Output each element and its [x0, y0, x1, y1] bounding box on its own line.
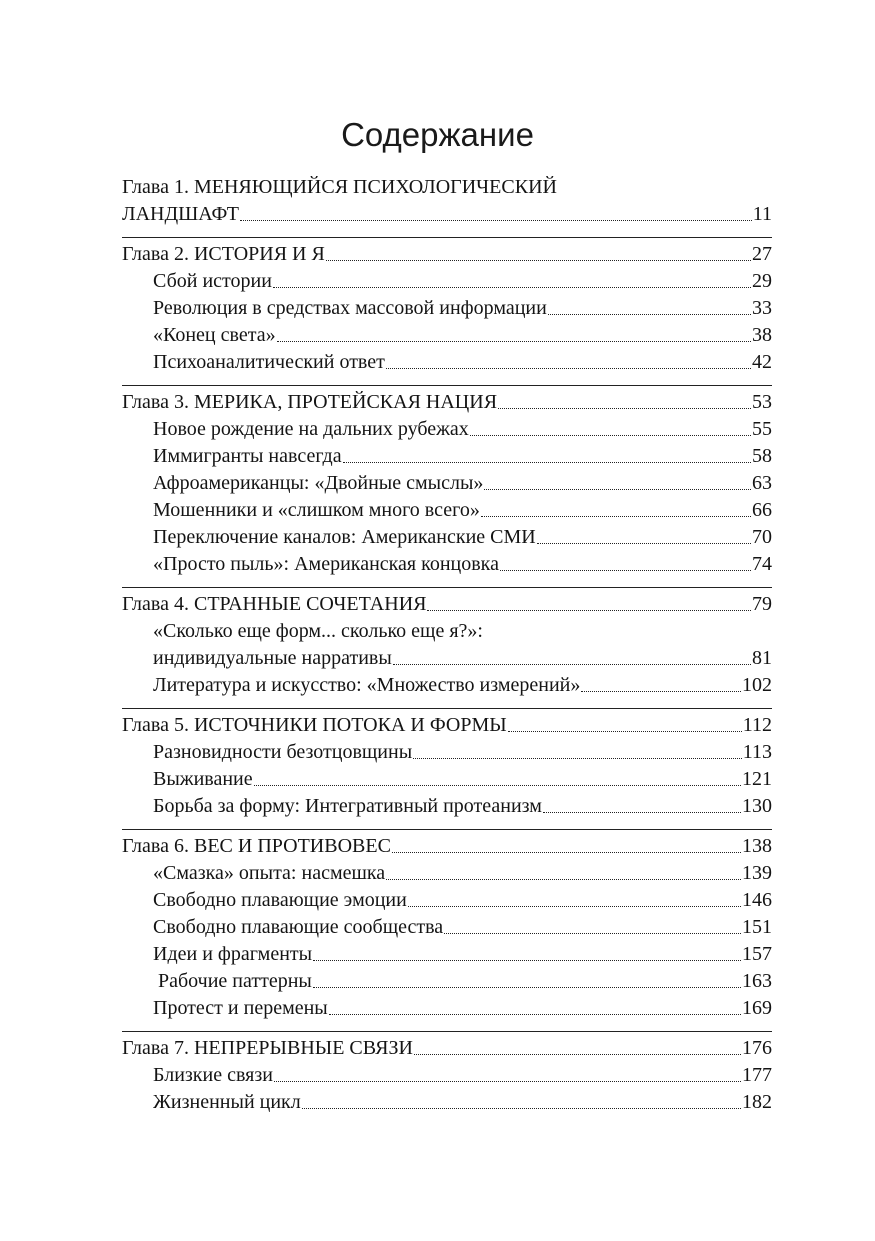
page-number: 176: [742, 1037, 772, 1059]
leader-dots: [254, 785, 741, 786]
page-number: 27: [752, 243, 772, 265]
toc-group: [122, 1032, 772, 1125]
leader-dots: [393, 664, 751, 665]
entry-title: Революция в средствах массовой информации: [153, 297, 547, 319]
entry-title: Свободно плавающие сообщества: [153, 916, 444, 938]
leader-dots: [498, 408, 751, 409]
entry-title: индивидуальные нарративы: [153, 647, 392, 669]
page-number: 130: [742, 795, 772, 817]
leader-dots: [302, 1108, 741, 1109]
page-number: 157: [742, 943, 772, 965]
entry-title: Афроамериканцы: «Двойные смыслы»: [153, 472, 484, 494]
leader-dots: [413, 758, 742, 759]
page-number: 81: [752, 647, 772, 669]
toc-group: [122, 386, 772, 588]
toc-title: Содержание: [341, 116, 534, 153]
page-number: 182: [742, 1091, 772, 1113]
page-number: 38: [752, 324, 772, 346]
leader-dots: [508, 731, 742, 732]
entry-title: Глава 6. ВЕС И ПРОТИВОВЕС: [122, 835, 391, 857]
page-number: 112: [742, 714, 772, 736]
entry-title: ЛАНДШАФТ: [122, 203, 239, 225]
section-entry: [122, 618, 772, 645]
section-entry: [122, 860, 772, 887]
chapter-entry: [122, 389, 772, 416]
page-number: 169: [742, 997, 772, 1019]
page-number: 11: [752, 203, 772, 225]
section-entry: [122, 416, 772, 443]
leader-dots: [274, 1081, 741, 1082]
chapter-entry: [122, 201, 772, 228]
leader-dots: [273, 287, 751, 288]
entry-title: Выживание: [153, 768, 253, 790]
section-entry: [122, 941, 772, 968]
leader-dots: [313, 960, 741, 961]
chapter-entry: [122, 174, 772, 201]
section-entry: [122, 766, 772, 793]
page-number: 58: [752, 445, 772, 467]
entry-title: Глава 1. МЕНЯЮЩИЙСЯ ПСИХОЛОГИЧЕСКИЙ: [122, 176, 557, 198]
leader-dots: [386, 368, 751, 369]
section-entry: [122, 645, 772, 672]
toc-group: [122, 709, 772, 830]
entry-title: Сбой истории: [153, 270, 272, 292]
leader-dots: [392, 852, 741, 853]
entry-title: Близкие связи: [153, 1064, 273, 1086]
leader-dots: [414, 1054, 741, 1055]
entry-title: Глава 4. СТРАННЫЕ СОЧЕТАНИЯ: [122, 593, 427, 615]
toc-group: [122, 238, 772, 386]
leader-dots: [444, 933, 741, 934]
entry-title: Рабочие паттерны: [153, 970, 312, 992]
entry-title: Литература и искусство: «Множество измерений»: [153, 674, 581, 696]
entry-title: Переключение каналов: Американские СМИ: [153, 526, 536, 548]
page-number: 121: [742, 768, 772, 790]
entry-title: «Просто пыль»: Американская концовка: [153, 553, 499, 575]
leader-dots: [313, 987, 741, 988]
section-entry: [122, 322, 772, 349]
leader-dots: [240, 220, 752, 221]
page-number: 151: [742, 916, 772, 938]
leader-dots: [543, 812, 741, 813]
entry-title: Глава 2. ИСТОРИЯ И Я: [122, 243, 325, 265]
leader-dots: [500, 570, 751, 571]
page-number: 177: [742, 1064, 772, 1086]
leader-dots: [581, 691, 741, 692]
leader-dots: [329, 1014, 741, 1015]
section-entry: [122, 268, 772, 295]
leader-dots: [386, 879, 741, 880]
chapter-entry: [122, 833, 772, 860]
entry-title: Идеи и фрагменты: [153, 943, 313, 965]
entry-title: Психоаналитический ответ: [153, 351, 385, 373]
page-number: 53: [752, 391, 772, 413]
page-number: 29: [752, 270, 772, 292]
leader-dots: [427, 610, 751, 611]
section-entry: [122, 551, 772, 578]
page-number: 70: [752, 526, 772, 548]
chapter-entry: [122, 241, 772, 268]
page-number: 66: [752, 499, 772, 521]
leader-dots: [481, 516, 751, 517]
section-entry: [122, 497, 772, 524]
section-entry: [122, 914, 772, 941]
page-number: 42: [752, 351, 772, 373]
entry-title: Иммигранты навсегда: [153, 445, 342, 467]
section-entry: [122, 968, 772, 995]
section-entry: [122, 295, 772, 322]
page-number: 113: [742, 741, 772, 763]
entry-title: Жизненный цикл: [153, 1091, 301, 1113]
entry-title: «Смазка» опыта: насмешка: [153, 862, 386, 884]
entry-title: Протест и перемены: [153, 997, 328, 1019]
page-number: 146: [742, 889, 772, 911]
leader-dots: [343, 462, 751, 463]
chapter-entry: [122, 591, 772, 618]
page-number: 33: [752, 297, 772, 319]
leader-dots: [537, 543, 751, 544]
page-number: 63: [752, 472, 772, 494]
section-entry: [122, 887, 772, 914]
chapter-entry: [122, 712, 772, 739]
leader-dots: [277, 341, 751, 342]
page-number: 79: [752, 593, 772, 615]
leader-dots: [326, 260, 751, 261]
entry-title: «Сколько еще форм... сколько еще я?»:: [153, 620, 483, 642]
entry-title: «Конец света»: [153, 324, 276, 346]
section-entry: [122, 672, 772, 699]
entry-title: Глава 5. ИСТОЧНИКИ ПОТОКА И ФОРМЫ: [122, 714, 507, 736]
leader-dots: [408, 906, 741, 907]
entry-title: Глава 3. МЕРИКА, ПРОТЕЙСКАЯ НАЦИЯ: [122, 391, 498, 413]
toc-group: [122, 830, 772, 1032]
section-entry: [122, 1089, 772, 1116]
entry-title: Новое рождение на дальних рубежах: [153, 418, 469, 440]
entry-title: Разновидности безотцовщины: [153, 741, 413, 763]
section-entry: [122, 739, 772, 766]
table-of-contents: [122, 174, 772, 1125]
section-entry: [122, 995, 772, 1022]
leader-dots: [548, 314, 751, 315]
page-number: 138: [742, 835, 772, 857]
entry-title: Мошенники и «слишком много всего»: [153, 499, 480, 521]
leader-dots: [484, 489, 751, 490]
page-number: 102: [742, 674, 772, 696]
section-entry: [122, 1062, 772, 1089]
toc-group: [122, 174, 772, 238]
toc-group: [122, 588, 772, 709]
section-entry: [122, 443, 772, 470]
chapter-entry: [122, 1035, 772, 1062]
section-entry: [122, 524, 772, 551]
entry-title: Борьба за форму: Интегративный протеанизм: [153, 795, 542, 817]
section-entry: [122, 793, 772, 820]
page-number: 55: [752, 418, 772, 440]
entry-title: Глава 7. НЕПРЕРЫВНЫЕ СВЯЗИ: [122, 1037, 413, 1059]
leader-dots: [470, 435, 751, 436]
page-number: 163: [742, 970, 772, 992]
page-number: 74: [752, 553, 772, 575]
page-number: 139: [742, 862, 772, 884]
section-entry: [122, 470, 772, 497]
section-entry: [122, 349, 772, 376]
entry-title: Свободно плавающие эмоции: [153, 889, 407, 911]
